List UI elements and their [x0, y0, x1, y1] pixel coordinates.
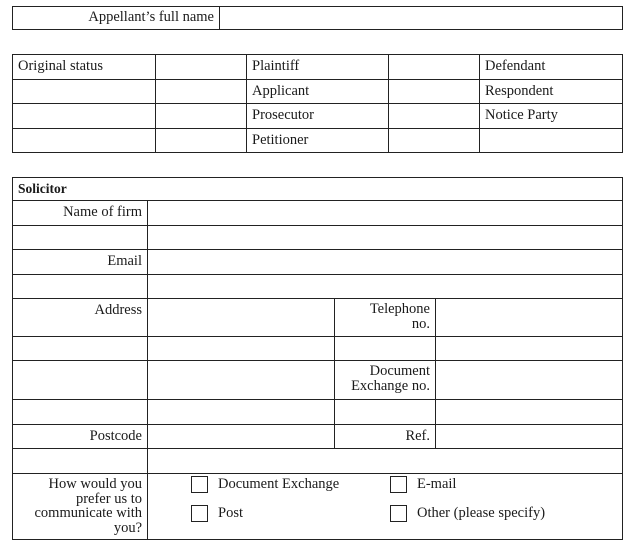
- status-option-notice-party: Notice Party: [480, 104, 623, 129]
- status-option-defendant: Defendant: [480, 55, 623, 80]
- status-blank: [13, 104, 156, 129]
- appellant-name-field[interactable]: [220, 7, 623, 30]
- appellant-table: [12, 6, 623, 30]
- other-option-label: Other (please specify): [417, 505, 546, 521]
- address-field-4[interactable]: [148, 400, 335, 425]
- ref-label: Ref.: [335, 425, 436, 449]
- email-field[interactable]: [148, 250, 623, 275]
- email-checkbox[interactable]: [390, 476, 407, 493]
- communication-question: [13, 474, 148, 540]
- firm-name-field-2[interactable]: [148, 226, 623, 250]
- option-other[interactable]: [390, 505, 545, 522]
- status-check-prosecutor[interactable]: [389, 104, 480, 129]
- status-check-petitioner[interactable]: [389, 129, 480, 153]
- document-exchange-option-label: Document Exchange: [218, 476, 340, 492]
- telephone-field-2[interactable]: [436, 337, 623, 361]
- post-option-label: Post: [218, 505, 243, 521]
- postcode-field-2[interactable]: [148, 449, 623, 474]
- address-blank: [13, 361, 148, 400]
- email-option-label: E-mail: [417, 476, 457, 492]
- document-exchange-field[interactable]: [436, 361, 623, 400]
- status-option-plaintiff: Plaintiff: [247, 55, 389, 80]
- email-field-2[interactable]: [148, 275, 623, 299]
- telephone-field[interactable]: [436, 299, 623, 337]
- status-option-prosecutor: Prosecutor: [247, 104, 389, 129]
- document-exchange-label: [335, 361, 436, 400]
- firm-name-blank: [13, 226, 148, 250]
- email-label: Email: [13, 250, 148, 275]
- original-status-table: [12, 54, 623, 153]
- address-blank: [335, 337, 436, 361]
- status-blank[interactable]: [480, 129, 623, 153]
- telephone-label: [335, 299, 436, 337]
- question-line4: you?: [113, 519, 142, 536]
- address-label: Address: [13, 299, 148, 337]
- address-field-2[interactable]: [148, 337, 335, 361]
- address-field-3[interactable]: [148, 361, 335, 400]
- address-blank: [335, 400, 436, 425]
- question-line3: communicate with: [34, 505, 142, 521]
- solicitor-heading: Solicitor: [13, 178, 623, 201]
- status-option-applicant: Applicant: [247, 80, 389, 104]
- firm-name-label: Name of firm: [13, 201, 148, 226]
- appellant-name-label: Appellant’s full name: [13, 7, 220, 30]
- document-exchange-field-2[interactable]: [436, 400, 623, 425]
- status-check-plaintiff[interactable]: [389, 55, 480, 80]
- question-line2: prefer us to: [75, 490, 142, 507]
- status-blank: [13, 80, 156, 104]
- telephone-label-line2: no.: [411, 316, 430, 332]
- address-blank: [13, 337, 148, 361]
- option-email[interactable]: [390, 476, 456, 493]
- original-status-label: Original status: [13, 55, 156, 80]
- ref-field[interactable]: [436, 425, 623, 449]
- telephone-label-line1: Telephone: [369, 301, 430, 317]
- document-exchange-checkbox[interactable]: [191, 476, 208, 493]
- postcode-label: Postcode: [13, 425, 148, 449]
- status-input-2[interactable]: [156, 80, 247, 104]
- email-blank: [13, 275, 148, 299]
- status-blank: [13, 129, 156, 153]
- document-exchange-line1: Document: [369, 363, 430, 379]
- status-option-respondent: Respondent: [480, 80, 623, 104]
- status-option-petitioner: Petitioner: [247, 129, 389, 153]
- address-field-1[interactable]: [148, 299, 335, 337]
- document-exchange-line2: Exchange no.: [351, 378, 430, 394]
- question-line1: How would you: [48, 476, 142, 492]
- option-post[interactable]: [191, 505, 243, 522]
- postcode-blank: [13, 449, 148, 474]
- status-input-4[interactable]: [156, 129, 247, 153]
- status-check-applicant[interactable]: [389, 80, 480, 104]
- address-blank: [13, 400, 148, 425]
- other-checkbox[interactable]: [390, 505, 407, 522]
- status-input-3[interactable]: [156, 104, 247, 129]
- option-document-exchange[interactable]: [191, 476, 339, 493]
- post-checkbox[interactable]: [191, 505, 208, 522]
- status-input-1[interactable]: [156, 55, 247, 80]
- postcode-field[interactable]: [148, 425, 335, 449]
- firm-name-field[interactable]: [148, 201, 623, 226]
